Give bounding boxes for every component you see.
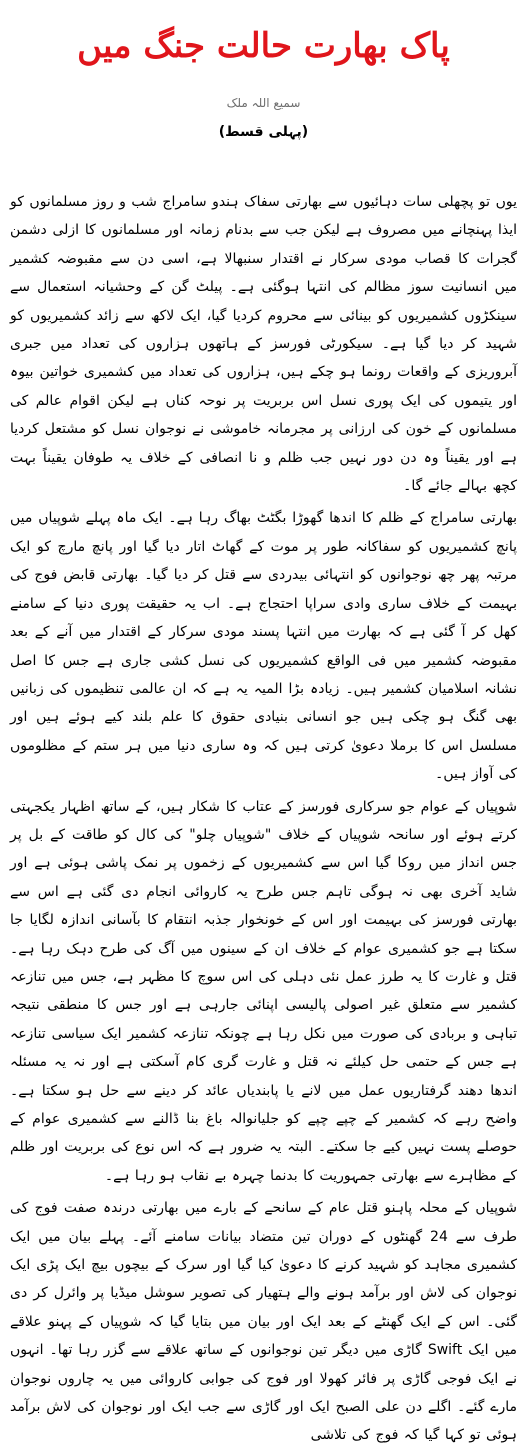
author-name: سمیع اللہ ملک — [226, 96, 301, 110]
article-title: پاک بھارت حالت جنگ میں — [77, 26, 450, 66]
article-paragraph-3: شوپیاں کے عوام جو سرکاری فورسز کے عتاب کا شکار ہیں، کے ساتھ اظہار یکجہتی کرتے ہوئے اور سانحہ شوپیاں کے خلاف "شوپیاں چلو" کی کال کو طاقت کے بل پر جس انداز میں روکا گیا اس سے کشمیریوں کے زخموں پر نمک پاشی ہوئی ہے اور شاید آخری بھی نہ ہوگی تاہم جس طرح یہ کاروائی انجام دی گئی ہے اس سے بھارتی فورسز کی بہیمت اور اس کے خونخوار جذبہ انتقام کا بآسانی اندازہ لگایا جا سکتا ہے جو کشمیری عوام کے خلاف ان کے سینوں میں آگ کی طرح دہک رہا ہے۔ قتل و غارت کا یہ طرز عمل نئی دہلی کی اس سوچ کا مظہر ہے، جس میں تنازعہ کشمیر سے متعلق غیر اصولی پالیسی اپنائی جارہی ہے اور جس کا منطقی نتیجہ تباہی و بربادی کی صورت میں نکل رہا ہے چونکہ تنازعہ کشمیر ایک سیاسی تنازعہ ہے جس کے حتمی حل کیلئے نہ قتل و غارت گری کام آسکتی ہے اور نہ یہ مسئلہ اندھا دھند گرفتاریوں عمل میں لانے یا پابندیاں عائد کر دینے سے حل ہو سکتا ہے۔ واضح رہے کہ کشمیر کے چپے چپے کو جلیانوالہ باغ بنا ڈالنے سے کشمیری عوام کے حوصلے پست نہیں کیے جا سکتے۔ البتہ یہ ضرور ہے کہ اس نوع کی بربریت اور ظلم کے مظاہرے سے بھارتی جمہوریت کا بدنما چہرہ بے نقاب ہو رہا ہے۔ — [10, 798, 517, 1184]
article-body — [10, 188, 517, 1450]
article-paragraph-2: بھارتی سامراج کے ظلم کا اندھا گھوڑا بگٹٹ بھاگ رہا ہے۔ ایک ماہ پہلے شوپیاں میں پانچ کشمیریوں کو سفاکانہ طور پر موت کے گھاٹ اتار دیا گیا اور پانچ مارچ کو ایک مرتبہ پھر چھ نوجوانوں کو انتہائی بیدردی سے قتل کر دیا گیا۔ بھارتی قابض فوج کی بہیمت کے خلاف ساری وادی سراپا احتجاج ہے۔ اب یہ حقیقت پوری دنیا کے سامنے کھل کر آ گئی ہے کہ بھارت میں انتہا پسند مودی سرکار کے اقتدار میں آنے کے بعد مقبوضہ کشمیر میں فی الواقع کشمیریوں کی نسل کشی جاری ہے جس کا اصل نشانہ اسلامیان کشمیر ہیں۔ زیادہ بڑا المیہ یہ ہے کہ ان عالمی تنظیموں کی زبانیں بھی گنگ ہو چکی ہیں جو انسانی بنیادی حقوق کا علم بلند کیے ہوئے ہیں اور مسلسل اس کا برملا دعویٰ کرتی ہیں کہ وہ ساری دنیا میں ہر ستم کے مظلوموں کی آواز ہیں۔ — [10, 510, 517, 783]
article-paragraph-4: شوپیاں کے محلہ پاہنو قتل عام کے سانحے کے بارے میں بھارتی درندہ صفت فوج کی طرف سے 24 گھنٹوں کے دوران تین متضاد بیانات سامنے آئے۔ پہلے بیان میں ایک کشمیری مجاہد کو شہید کرنے کا دعویٰ کیا گیا اور سرک کے بیچوں بیچ ایک پڑی ایک نوجوان کی لاش اور برآمد ہونے والے ہتھیار کی تصویر سوشل میڈیا پر وائرل کر دی گئی۔ اس کے ایک گھنٹے کے بعد ایک اور بیان میں بتایا گیا کہ شوپیاں کے پہنو علاقے میں ایک Swift گاڑی میں دیگر تین نوجوانوں کے ساتھ علاقے سے گزر رہا تھا۔ انہوں نے ایک فوجی گاڑی پر فائر کھولا اور فوج کی جوابی کاروائی میں یہ چاروں نوجوان مارے گئے۔ اگلے دن علی الصبح ایک اور گاڑی سے جب ایک اور نوجوان کی لاش برآمد ہوئی تو کہا گیا کہ فوج کی تلاشی — [10, 1200, 517, 1444]
article-paragraph-1: یوں تو پچھلی سات دہائیوں سے بھارتی سفاک ہندو سامراج شب و روز مسلمانوں کو ایذا پہنچانے میں مصروف ہے لیکن جب سے بدنام زمانہ اور مسلمانوں کا ازلی دشمن گجرات کا قصاب مودی سرکار نے اقتدار سنبھالا ہے، اسی دن سے مقبوضہ کشمیر میں انسانیت سوز مظالم کی انتہا ہوگئی ہے۔ پیلٹ گن کے وحشیانہ استعمال سے سینکڑوں کشمیریوں کو بینائی سے محروم کردیا گیا، ایک لاکھ سے زائد کشمیریوں کو شہید کر دیا گیا ہے۔ سیکورٹی فورسز کے ہاتھوں ہزاروں کی تعداد میں جبری آبروریزی کے واقعات رونما ہو چکے ہیں، ہزاروں کی تعداد میں کشمیری خواتین بیوہ اور یتیموں کی ایک پوری نسل اس بربریت پر نوحہ کناں ہے لیکن اقوام عالم کی مسلمانوں کے خون کی ارزانی پر مجرمانہ خاموشی نے نوجوان نسل کو مشتعل کردیا ہے اور یقیناً وہ دن دور نہیں جب ظلم و نا انصافی کے خلاف یہ طوفان یقیناً بہت کچھ بہالے جائے گا۔ — [10, 194, 517, 495]
episode-label: (پہلی قسط) — [218, 124, 309, 140]
